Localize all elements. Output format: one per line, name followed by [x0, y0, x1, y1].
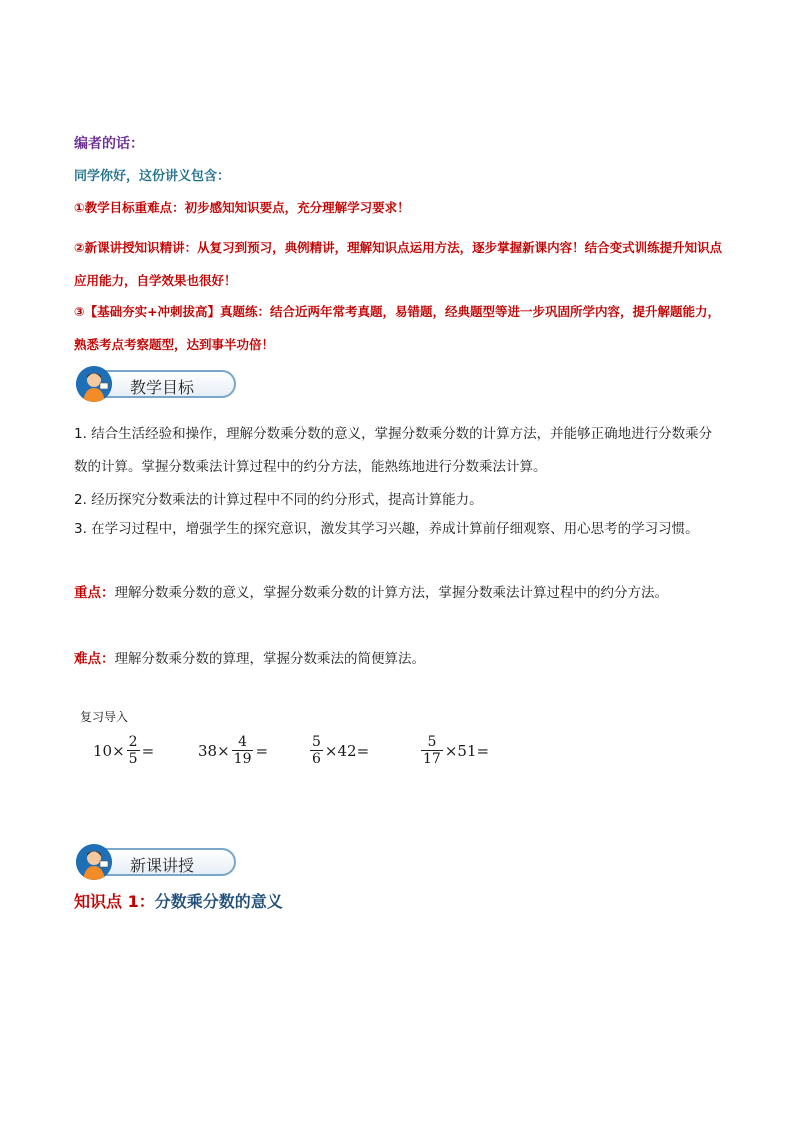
editor-note-title: 编者的话：	[74, 136, 144, 152]
denominator: 17	[423, 751, 441, 767]
fraction	[127, 734, 140, 767]
objective-3: 3. 在学习过程中，增强学生的探究意识，激发其学习兴趣，养成计算前仔细观察、用心思考的学习习惯。	[74, 521, 699, 537]
review-expression-1	[93, 734, 154, 767]
intro-item-1: ①教学目标重难点：初步感知知识要点，充分理解学习要求！	[74, 200, 410, 215]
expr-prefix: 10×	[93, 741, 125, 760]
teacher-avatar-icon	[76, 366, 112, 402]
numerator: 5	[427, 734, 437, 750]
section-banner-new-lesson	[76, 848, 236, 876]
review-expression-2	[198, 734, 268, 767]
section-title: 新课讲授	[130, 856, 195, 875]
fraction	[421, 734, 443, 767]
section-title: 教学目标	[130, 378, 195, 397]
knowledge-point-heading	[74, 889, 283, 912]
teacher-avatar-icon	[76, 844, 112, 880]
denominator: 6	[312, 751, 321, 767]
difficult-point	[74, 643, 724, 676]
objective-2: 2. 经历探究分数乘法的计算过程中不同的约分形式，提高计算能力。	[74, 492, 483, 508]
knowledge-point-text: 分数乘分数的意义	[154, 892, 283, 911]
key-point-text: 理解分数乘分数的意义，掌握分数乘分数的计算方法，掌握分数乘法计算过程中的约分方法。	[114, 585, 668, 601]
numerator: 5	[312, 734, 321, 750]
expr-prefix: 38×	[198, 741, 230, 760]
numerator: 2	[128, 734, 138, 750]
denominator: 19	[233, 751, 252, 767]
section-banner-objectives	[76, 370, 236, 398]
editor-greeting: 同学你好，这份讲义包含：	[74, 169, 231, 184]
numerator: 4	[238, 734, 248, 750]
review-expression-4	[419, 734, 489, 767]
fraction	[310, 734, 323, 767]
difficult-point-text: 理解分数乘分数的算理，掌握分数乘法的简便算法。	[114, 651, 425, 667]
intro-item-3: ③【基础夯实+冲刺拔高】真题练：结合近两年常考真题，易错题，经典题型等进一步巩固所学内容，提升解题能力，熟悉考点考察题型，达到事半功倍！	[74, 304, 721, 352]
expr-suffix: ×42=	[324, 741, 370, 760]
denominator: 5	[128, 751, 138, 767]
knowledge-point-label: 知识点 1：	[74, 892, 155, 911]
difficult-point-label: 难点：	[74, 651, 115, 667]
expr-suffix: ×51=	[444, 741, 490, 760]
expr-suffix: =	[141, 741, 155, 760]
review-title: 复习导入	[80, 710, 129, 724]
expr-suffix: =	[255, 741, 269, 760]
fraction	[232, 734, 254, 767]
review-expression-3	[308, 734, 369, 767]
key-point	[74, 577, 724, 610]
intro-item-2: ②新课讲授知识精讲：从复习到预习，典例精讲，理解知识点运用方法，逐步掌握新课内容！结合变式训练提升知识点应用能力，自学效果也很好！	[74, 240, 723, 288]
key-point-label: 重点：	[74, 585, 115, 601]
objective-1: 1. 结合生活经验和操作，理解分数乘分数的意义，掌握分数乘分数的计算方法，并能够正确地进行分数乘分数的计算。掌握分数乘法计算过程中的约分方法，能熟练地进行分数乘法计算。	[74, 426, 713, 475]
